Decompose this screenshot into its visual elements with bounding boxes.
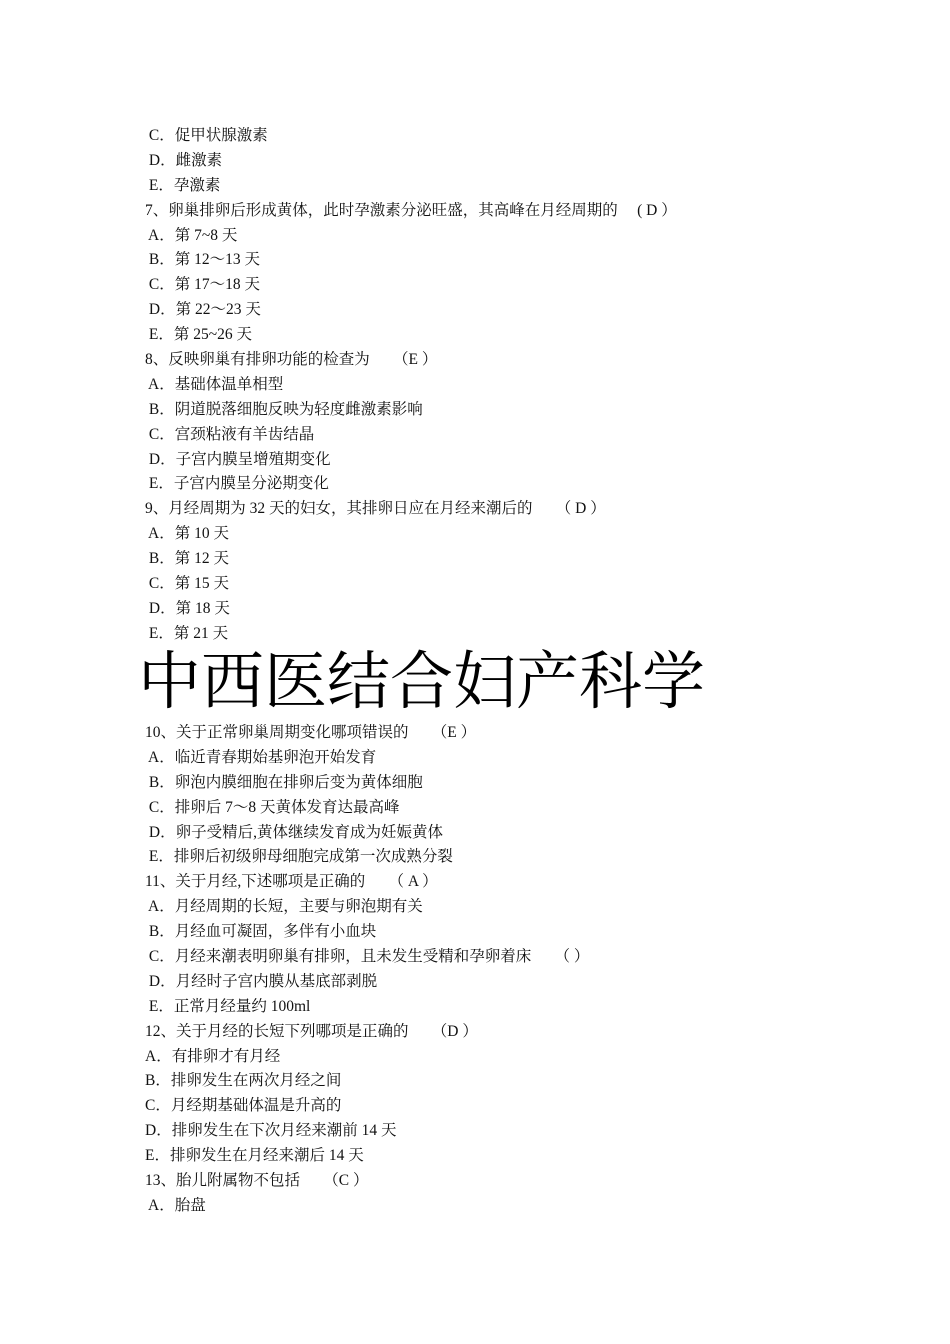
option-line: D．第 18 天 xyxy=(145,599,230,617)
option-line: C．宫颈粘液有羊齿结晶 xyxy=(145,425,315,443)
question-line: 9、月经周期为 32 天的妇女，其排卵日应在月经来潮后的 （ D ） xyxy=(145,500,606,518)
option-line: B．第 12～13 天 xyxy=(145,251,260,269)
option-line: E．子宫内膜呈分泌期变化 xyxy=(145,475,329,493)
option-line: A．第 7~8 天 xyxy=(145,226,238,244)
option-line: C．排卵后 7～8 天黄体发育达最高峰 xyxy=(145,798,400,816)
option-line: A．月经周期的长短，主要与卵泡期有关 xyxy=(145,898,423,916)
question-line: 7、卵巢排卵后形成黄体，此时孕激素分泌旺盛，其高峰在月经周期的 ( D ） xyxy=(145,201,677,219)
option-line: A．第 10 天 xyxy=(145,525,229,543)
option-line: C．促甲状腺激素 xyxy=(145,127,268,144)
option-line: E．排卵后初级卵母细胞完成第一次成熟分裂 xyxy=(145,848,453,866)
option-line: D．月经时子宫内膜从基底部剥脱 xyxy=(145,972,378,990)
option-line: C．第 15 天 xyxy=(145,575,229,593)
option-line: A．基础体温单相型 xyxy=(145,375,284,393)
option-line: E．第 25~26 天 xyxy=(145,326,252,344)
option-line: A．临近青春期始基卵泡开始发育 xyxy=(145,748,377,766)
option-line: D．子宫内膜呈增殖期变化 xyxy=(145,450,331,468)
option-line: C．月经期基础体温是升高的 xyxy=(145,1097,342,1115)
option-line: D．卵子受精后,黄体继续发育成为妊娠黄体 xyxy=(145,823,443,841)
option-line: A．胎盘 xyxy=(145,1196,206,1214)
question-line: 12、关于月经的长短下列哪项是正确的 （D ） xyxy=(145,1022,478,1040)
subject-banner-title: 中西医结合妇产科学 xyxy=(138,645,705,718)
question-line: 10、关于正常卵巢周期变化哪项错误的 （E ） xyxy=(145,724,477,741)
option-line: C．月经来潮表明卵巢有排卵，且未发生受精和孕卵着床 （ ） xyxy=(145,948,590,966)
option-line: E．排卵发生在月经来潮后 14 天 xyxy=(145,1147,364,1165)
option-line: D．第 22～23 天 xyxy=(145,301,261,319)
question-line: 13、胎儿附属物不包括 （C ） xyxy=(145,1172,369,1190)
option-line: E．孕激素 xyxy=(145,176,221,194)
option-line: C．第 17～18 天 xyxy=(145,276,260,294)
option-line: E．正常月经量约 100ml xyxy=(145,997,311,1015)
question-block-top xyxy=(145,124,905,647)
option-line: A．有排卵才有月经 xyxy=(145,1047,281,1065)
question-line: 8、反映卵巢有排卵功能的检查为 （E ） xyxy=(145,351,438,369)
option-line: B．月经血可凝固，多伴有小血块 xyxy=(145,923,377,941)
option-line: B．排卵发生在两次月经之间 xyxy=(145,1072,342,1090)
option-line: B．阴道脱落细胞反映为轻度雌激素影响 xyxy=(145,400,423,418)
option-line: B．卵泡内膜细胞在排卵后变为黄体细胞 xyxy=(145,773,423,791)
option-line: D．排卵发生在下次月经来潮前 14 天 xyxy=(145,1122,397,1140)
question-line: 11、关于月经,下述哪项是正确的 （ A ） xyxy=(145,873,438,891)
question-block-bottom xyxy=(145,721,905,1219)
option-line: B．第 12 天 xyxy=(145,550,229,568)
option-line: D．雌激素 xyxy=(145,151,223,169)
option-line: E．第 21 天 xyxy=(145,624,229,642)
